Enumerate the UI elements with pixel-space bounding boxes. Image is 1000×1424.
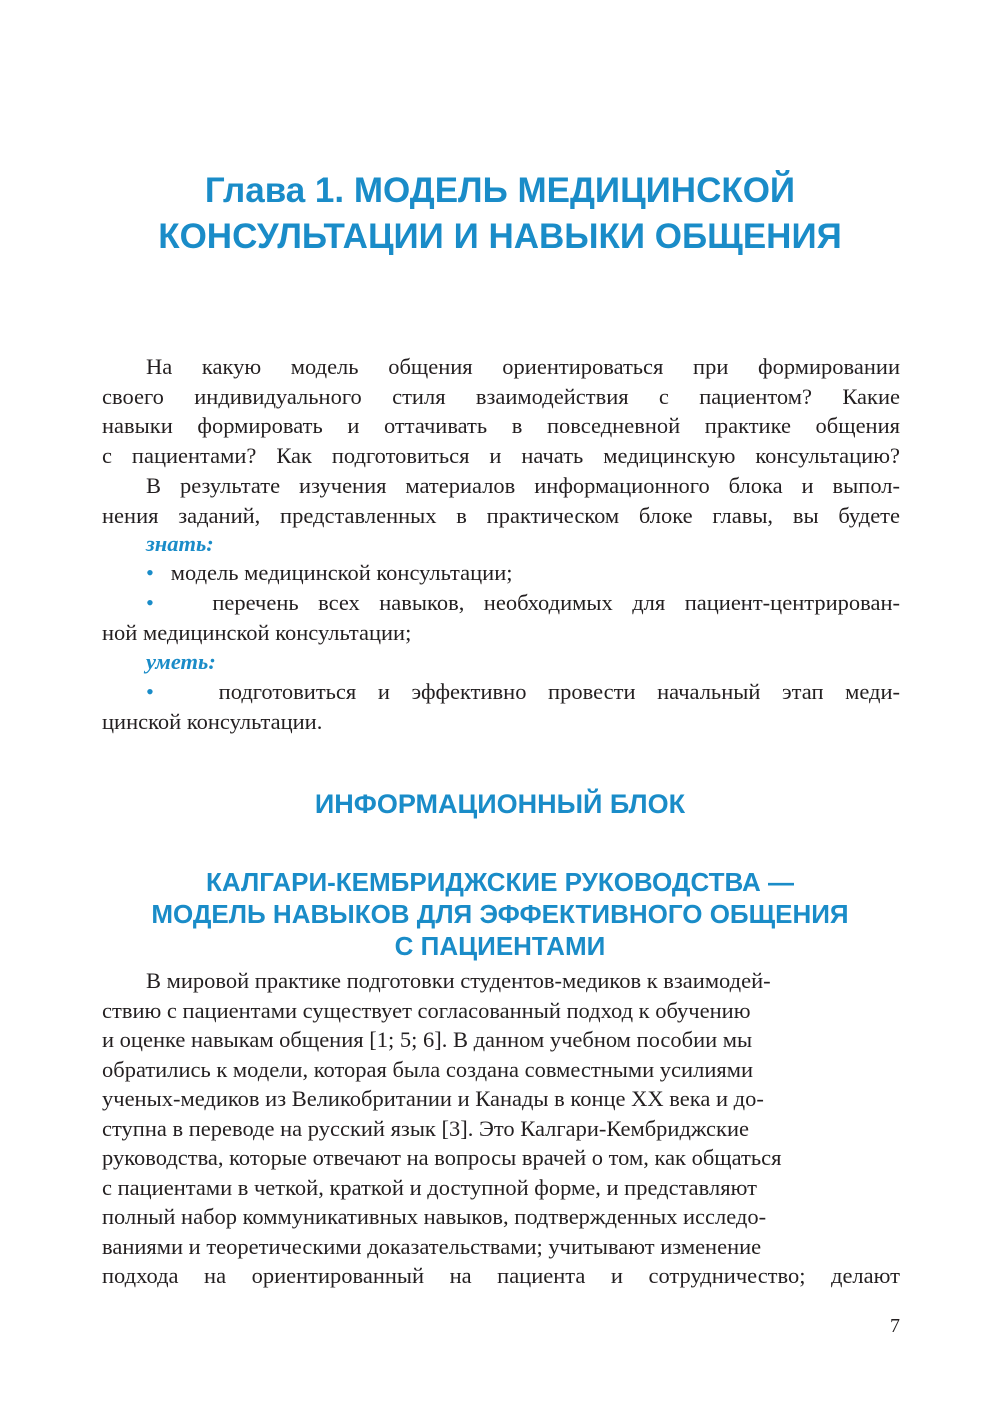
text-line: навыки формировать и оттачивать в повседневной практике общения: [102, 413, 900, 438]
intro-paragraph-2: [102, 471, 900, 530]
text-line: с пациентами? Как подготовиться и начать медицинскую консультацию?: [102, 442, 900, 468]
sub-heading: [100, 866, 900, 962]
text-line: ступна в переводе на русский язык [3]. Это Калгари-Кембриджские: [102, 1115, 750, 1141]
bullet-line-cont: цинской консультации.: [102, 708, 323, 734]
bullet-text: перечень всех навыков, необходимых для пациент-центрирован-: [212, 590, 900, 615]
text-line: и оценке навыкам общения [1; 5; 6]. В данном учебном пособии мы: [102, 1027, 753, 1052]
section-heading: ИНФОРМАЦИОННЫЙ БЛОК: [314, 789, 686, 819]
text-line: обратились к модели, которая была создана совместными усилиями: [102, 1056, 753, 1082]
text-line: В результате изучения материалов информационного блока и выпол-: [146, 473, 900, 498]
bullet-line: [102, 588, 900, 618]
intro-paragraph-1: [102, 352, 900, 470]
text-line: ваниями и теоретическими доказательствами; учитывают изменение: [102, 1233, 762, 1259]
bullet-line: [102, 558, 900, 588]
text-line: своего индивидуального стиля взаимодействия с пациентом? Какие: [102, 383, 900, 409]
know-label: знать:: [146, 531, 214, 556]
able-item-1: [102, 677, 900, 736]
bullet-text: модель медицинской консультации;: [170, 560, 513, 585]
text-line: подхода на ориентированный на пациента и сотрудничество; делают: [102, 1263, 900, 1288]
bullet-line-cont: ной медицинской консультации;: [102, 619, 412, 645]
sub-heading-line: МОДЕЛЬ НАВЫКОВ ДЛЯ ЭФФЕКТИВНОГО ОБЩЕНИЯ: [151, 899, 849, 929]
know-item-1: [102, 558, 900, 588]
info-paragraph: [102, 966, 900, 1291]
page-number: 7: [890, 1315, 900, 1337]
sub-heading-line: С ПАЦИЕНТАМИ: [394, 931, 606, 961]
chapter-title: [100, 168, 900, 260]
text-line: В мировой практике подготовки студентов-медиков к взаимодей-: [146, 968, 771, 993]
text-line: ученых-медиков из Великобритании и Канады в конце XX века и до-: [102, 1086, 764, 1111]
bullet-icon: •: [146, 560, 154, 585]
chapter-title-line: Глава 1. МОДЕЛЬ МЕДИЦИНСКОЙ: [204, 171, 796, 210]
bullet-icon: •: [146, 679, 154, 704]
bullet-text: подготовиться и эффективно провести начальный этап меди-: [218, 679, 900, 704]
text-line: с пациентами в четкой, краткой и доступной форме, и представляют: [102, 1174, 757, 1200]
chapter-title-line: КОНСУЛЬТАЦИИ И НАВЫКИ ОБЩЕНИЯ: [158, 217, 842, 256]
able-label: уметь:: [146, 649, 216, 674]
sub-heading-line: КАЛГАРИ-КЕМБРИДЖСКИЕ РУКОВОДСТВА —: [206, 867, 794, 897]
text-line: ствию с пациентами существует согласованный подход к обучению: [102, 997, 751, 1023]
text-line: На какую модель общения ориентироваться при формировании: [146, 354, 900, 379]
bullet-icon: •: [146, 590, 154, 615]
know-item-2: [102, 588, 900, 647]
text-line: нения заданий, представленных в практическом блоке главы, вы будете: [102, 502, 900, 528]
bullet-line: [102, 677, 900, 707]
text-line: руководства, которые отвечают на вопросы врачей о том, как общаться: [102, 1145, 782, 1170]
text-line: полный набор коммуникативных навыков, подтвержденных исследо-: [102, 1204, 767, 1229]
